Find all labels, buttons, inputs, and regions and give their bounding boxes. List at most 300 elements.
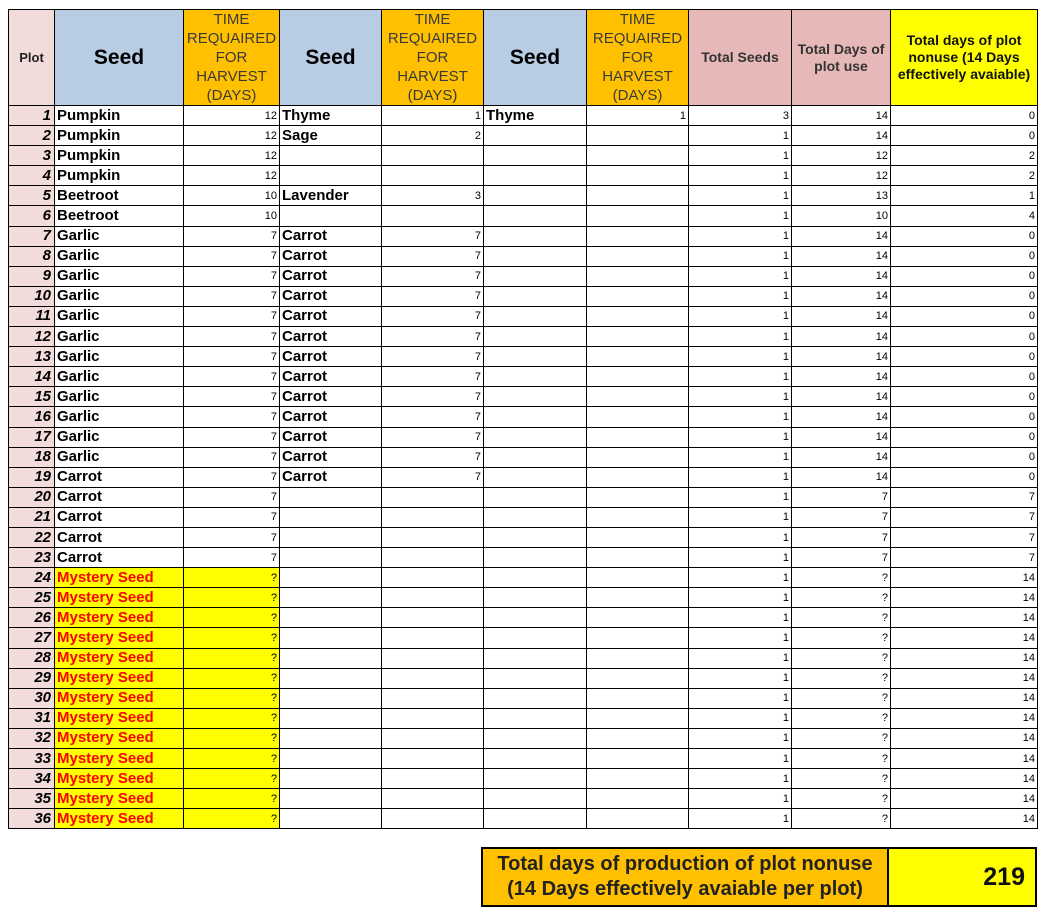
plot-number-cell[interactable]: 18 — [9, 447, 55, 467]
total-days-cell[interactable]: ? — [792, 568, 891, 588]
seed-3-cell[interactable]: Thyme — [484, 106, 587, 126]
seed-3-cell[interactable] — [484, 648, 587, 668]
seed-2-cell[interactable]: Carrot — [280, 266, 382, 286]
seed-3-cell[interactable] — [484, 206, 587, 226]
time-1-cell[interactable]: ? — [184, 588, 280, 608]
total-days-cell[interactable]: ? — [792, 608, 891, 628]
total-days-cell[interactable]: ? — [792, 648, 891, 668]
time-1-cell[interactable]: 7 — [184, 266, 280, 286]
plot-number-cell[interactable]: 20 — [9, 487, 55, 507]
total-days-cell[interactable]: 14 — [792, 266, 891, 286]
seed-1-cell[interactable]: Garlic — [55, 447, 184, 467]
seed-1-cell[interactable]: Garlic — [55, 246, 184, 266]
seed-2-cell[interactable] — [280, 728, 382, 748]
nonuse-days-cell[interactable]: 0 — [891, 286, 1038, 306]
time-2-cell[interactable]: 2 — [382, 126, 484, 146]
seed-2-cell[interactable]: Carrot — [280, 407, 382, 427]
total-days-cell[interactable]: 14 — [792, 347, 891, 367]
nonuse-days-cell[interactable]: 7 — [891, 548, 1038, 568]
time-1-cell[interactable]: ? — [184, 628, 280, 648]
nonuse-days-cell[interactable]: 4 — [891, 206, 1038, 226]
time-3-cell[interactable] — [587, 708, 689, 728]
plot-number-cell[interactable]: 32 — [9, 728, 55, 748]
time-1-cell[interactable]: 7 — [184, 327, 280, 347]
seed-3-cell[interactable] — [484, 789, 587, 809]
plot-number-cell[interactable]: 30 — [9, 688, 55, 708]
seed-1-cell[interactable]: Carrot — [55, 527, 184, 547]
seed-2-cell[interactable]: Carrot — [280, 447, 382, 467]
seed-1-cell[interactable]: Garlic — [55, 226, 184, 246]
total-seeds-cell[interactable]: 1 — [689, 708, 792, 728]
seed-1-cell[interactable]: Mystery Seed — [55, 668, 184, 688]
total-days-cell[interactable]: 14 — [792, 306, 891, 326]
total-days-cell[interactable]: 10 — [792, 206, 891, 226]
time-3-cell[interactable] — [587, 769, 689, 789]
time-3-cell[interactable] — [587, 266, 689, 286]
plot-number-cell[interactable]: 25 — [9, 588, 55, 608]
seed-3-cell[interactable] — [484, 286, 587, 306]
time-1-cell[interactable]: ? — [184, 648, 280, 668]
seed-2-cell[interactable] — [280, 507, 382, 527]
seed-1-cell[interactable]: Mystery Seed — [55, 789, 184, 809]
time-3-cell[interactable] — [587, 668, 689, 688]
time-3-cell[interactable] — [587, 186, 689, 206]
plot-number-cell[interactable]: 35 — [9, 789, 55, 809]
nonuse-days-cell[interactable]: 14 — [891, 809, 1038, 829]
nonuse-days-cell[interactable]: 14 — [891, 608, 1038, 628]
total-seeds-cell[interactable]: 1 — [689, 648, 792, 668]
time-1-cell[interactable]: 7 — [184, 387, 280, 407]
time-1-cell[interactable]: 12 — [184, 146, 280, 166]
time-2-cell[interactable]: 7 — [382, 286, 484, 306]
seed-2-cell[interactable] — [280, 527, 382, 547]
nonuse-days-cell[interactable]: 0 — [891, 367, 1038, 387]
nonuse-days-cell[interactable]: 14 — [891, 568, 1038, 588]
seed-3-cell[interactable] — [484, 266, 587, 286]
seed-2-cell[interactable]: Carrot — [280, 347, 382, 367]
time-3-cell[interactable] — [587, 568, 689, 588]
total-seeds-cell[interactable]: 1 — [689, 306, 792, 326]
time-2-cell[interactable] — [382, 628, 484, 648]
plot-number-cell[interactable]: 28 — [9, 648, 55, 668]
total-days-cell[interactable]: ? — [792, 809, 891, 829]
time-3-cell[interactable] — [587, 789, 689, 809]
total-seeds-cell[interactable]: 1 — [689, 809, 792, 829]
seed-1-cell[interactable]: Garlic — [55, 387, 184, 407]
total-seeds-cell[interactable]: 1 — [689, 628, 792, 648]
seed-3-cell[interactable] — [484, 568, 587, 588]
plot-number-cell[interactable]: 22 — [9, 527, 55, 547]
total-days-cell[interactable]: 7 — [792, 487, 891, 507]
seed-3-cell[interactable] — [484, 146, 587, 166]
time-2-cell[interactable]: 3 — [382, 186, 484, 206]
total-days-cell[interactable]: 14 — [792, 327, 891, 347]
seed-3-cell[interactable] — [484, 427, 587, 447]
time-1-cell[interactable]: ? — [184, 668, 280, 688]
seed-1-cell[interactable]: Pumpkin — [55, 126, 184, 146]
time-3-cell[interactable] — [587, 487, 689, 507]
total-days-cell[interactable]: 7 — [792, 548, 891, 568]
total-seeds-cell[interactable]: 1 — [689, 769, 792, 789]
time-3-cell[interactable] — [587, 347, 689, 367]
time-1-cell[interactable]: 7 — [184, 467, 280, 487]
time-3-cell[interactable] — [587, 548, 689, 568]
time-2-cell[interactable] — [382, 749, 484, 769]
time-1-cell[interactable]: 12 — [184, 166, 280, 186]
total-seeds-cell[interactable]: 1 — [689, 266, 792, 286]
nonuse-days-cell[interactable]: 14 — [891, 789, 1038, 809]
time-1-cell[interactable]: 7 — [184, 507, 280, 527]
time-3-cell[interactable] — [587, 367, 689, 387]
time-3-cell[interactable] — [587, 447, 689, 467]
plot-number-cell[interactable]: 7 — [9, 226, 55, 246]
total-seeds-cell[interactable]: 1 — [689, 146, 792, 166]
total-days-cell[interactable]: ? — [792, 708, 891, 728]
time-2-cell[interactable] — [382, 206, 484, 226]
time-2-cell[interactable] — [382, 809, 484, 829]
seed-3-cell[interactable] — [484, 327, 587, 347]
total-days-cell[interactable]: 14 — [792, 106, 891, 126]
time-2-cell[interactable] — [382, 146, 484, 166]
nonuse-days-cell[interactable]: 0 — [891, 226, 1038, 246]
seed-3-cell[interactable] — [484, 447, 587, 467]
time-3-cell[interactable] — [587, 427, 689, 447]
plot-number-cell[interactable]: 11 — [9, 306, 55, 326]
time-1-cell[interactable]: ? — [184, 688, 280, 708]
time-1-cell[interactable]: 12 — [184, 106, 280, 126]
seed-2-cell[interactable]: Carrot — [280, 226, 382, 246]
total-days-cell[interactable]: 14 — [792, 447, 891, 467]
seed-1-cell[interactable]: Mystery Seed — [55, 809, 184, 829]
total-days-cell[interactable]: 7 — [792, 507, 891, 527]
time-2-cell[interactable] — [382, 608, 484, 628]
seed-1-cell[interactable]: Garlic — [55, 367, 184, 387]
time-1-cell[interactable]: 7 — [184, 487, 280, 507]
nonuse-days-cell[interactable]: 0 — [891, 246, 1038, 266]
time-3-cell[interactable] — [587, 387, 689, 407]
total-seeds-cell[interactable]: 1 — [689, 588, 792, 608]
nonuse-days-cell[interactable]: 0 — [891, 387, 1038, 407]
nonuse-days-cell[interactable]: 14 — [891, 688, 1038, 708]
seed-1-cell[interactable]: Mystery Seed — [55, 708, 184, 728]
plot-number-cell[interactable]: 36 — [9, 809, 55, 829]
total-days-cell[interactable]: 13 — [792, 186, 891, 206]
time-2-cell[interactable]: 7 — [382, 246, 484, 266]
seed-3-cell[interactable] — [484, 387, 587, 407]
time-1-cell[interactable]: 7 — [184, 427, 280, 447]
total-days-cell[interactable]: ? — [792, 749, 891, 769]
seed-3-cell[interactable] — [484, 527, 587, 547]
seed-3-cell[interactable] — [484, 809, 587, 829]
total-seeds-cell[interactable]: 1 — [689, 568, 792, 588]
time-1-cell[interactable]: 7 — [184, 367, 280, 387]
seed-3-cell[interactable] — [484, 186, 587, 206]
seed-1-cell[interactable]: Mystery Seed — [55, 628, 184, 648]
time-2-cell[interactable] — [382, 648, 484, 668]
plot-number-cell[interactable]: 10 — [9, 286, 55, 306]
total-seeds-cell[interactable]: 1 — [689, 749, 792, 769]
time-1-cell[interactable]: ? — [184, 749, 280, 769]
nonuse-days-cell[interactable]: 14 — [891, 648, 1038, 668]
total-days-cell[interactable]: 14 — [792, 467, 891, 487]
total-days-cell[interactable]: 7 — [792, 527, 891, 547]
total-seeds-cell[interactable]: 1 — [689, 367, 792, 387]
time-2-cell[interactable] — [382, 548, 484, 568]
nonuse-days-cell[interactable]: 7 — [891, 507, 1038, 527]
seed-3-cell[interactable] — [484, 407, 587, 427]
total-days-cell[interactable]: 14 — [792, 367, 891, 387]
seed-2-cell[interactable] — [280, 668, 382, 688]
seed-3-cell[interactable] — [484, 668, 587, 688]
total-days-cell[interactable]: ? — [792, 668, 891, 688]
nonuse-days-cell[interactable]: 2 — [891, 166, 1038, 186]
time-2-cell[interactable] — [382, 166, 484, 186]
seed-2-cell[interactable]: Carrot — [280, 427, 382, 447]
seed-2-cell[interactable] — [280, 146, 382, 166]
seed-2-cell[interactable] — [280, 789, 382, 809]
seed-1-cell[interactable]: Garlic — [55, 407, 184, 427]
plot-number-cell[interactable]: 29 — [9, 668, 55, 688]
total-seeds-cell[interactable]: 1 — [689, 427, 792, 447]
plot-number-cell[interactable]: 31 — [9, 708, 55, 728]
nonuse-days-cell[interactable]: 14 — [891, 588, 1038, 608]
seed-3-cell[interactable] — [484, 246, 587, 266]
plot-number-cell[interactable]: 6 — [9, 206, 55, 226]
seed-3-cell[interactable] — [484, 628, 587, 648]
time-3-cell[interactable] — [587, 306, 689, 326]
plot-number-cell[interactable]: 33 — [9, 749, 55, 769]
time-1-cell[interactable]: ? — [184, 568, 280, 588]
time-2-cell[interactable] — [382, 568, 484, 588]
time-2-cell[interactable] — [382, 789, 484, 809]
total-seeds-cell[interactable]: 1 — [689, 608, 792, 628]
time-2-cell[interactable]: 7 — [382, 266, 484, 286]
nonuse-days-cell[interactable]: 0 — [891, 327, 1038, 347]
nonuse-days-cell[interactable]: 0 — [891, 427, 1038, 447]
time-3-cell[interactable] — [587, 507, 689, 527]
seed-3-cell[interactable] — [484, 728, 587, 748]
seed-2-cell[interactable] — [280, 206, 382, 226]
time-1-cell[interactable]: ? — [184, 809, 280, 829]
total-seeds-cell[interactable]: 1 — [689, 186, 792, 206]
seed-1-cell[interactable]: Garlic — [55, 427, 184, 447]
total-seeds-cell[interactable]: 1 — [689, 407, 792, 427]
seed-1-cell[interactable]: Pumpkin — [55, 146, 184, 166]
seed-2-cell[interactable]: Carrot — [280, 327, 382, 347]
time-3-cell[interactable] — [587, 146, 689, 166]
seed-3-cell[interactable] — [484, 688, 587, 708]
total-days-cell[interactable]: ? — [792, 769, 891, 789]
seed-2-cell[interactable] — [280, 769, 382, 789]
plot-number-cell[interactable]: 12 — [9, 327, 55, 347]
total-seeds-cell[interactable]: 1 — [689, 286, 792, 306]
total-days-cell[interactable]: ? — [792, 728, 891, 748]
seed-2-cell[interactable] — [280, 588, 382, 608]
plot-number-cell[interactable]: 4 — [9, 166, 55, 186]
seed-2-cell[interactable]: Carrot — [280, 306, 382, 326]
seed-2-cell[interactable] — [280, 648, 382, 668]
time-2-cell[interactable]: 7 — [382, 226, 484, 246]
seed-1-cell[interactable]: Carrot — [55, 548, 184, 568]
seed-3-cell[interactable] — [484, 588, 587, 608]
total-days-cell[interactable]: ? — [792, 789, 891, 809]
seed-1-cell[interactable]: Mystery Seed — [55, 749, 184, 769]
total-seeds-cell[interactable]: 1 — [689, 548, 792, 568]
time-3-cell[interactable] — [587, 648, 689, 668]
seed-2-cell[interactable] — [280, 166, 382, 186]
time-2-cell[interactable] — [382, 708, 484, 728]
seed-3-cell[interactable] — [484, 347, 587, 367]
time-1-cell[interactable]: ? — [184, 608, 280, 628]
time-1-cell[interactable]: ? — [184, 728, 280, 748]
seed-1-cell[interactable]: Carrot — [55, 467, 184, 487]
nonuse-days-cell[interactable]: 0 — [891, 126, 1038, 146]
nonuse-days-cell[interactable]: 0 — [891, 407, 1038, 427]
seed-3-cell[interactable] — [484, 487, 587, 507]
total-seeds-cell[interactable]: 1 — [689, 126, 792, 146]
nonuse-days-cell[interactable]: 14 — [891, 728, 1038, 748]
total-days-cell[interactable]: ? — [792, 588, 891, 608]
seed-2-cell[interactable]: Carrot — [280, 387, 382, 407]
seed-3-cell[interactable] — [484, 126, 587, 146]
plot-number-cell[interactable]: 23 — [9, 548, 55, 568]
nonuse-days-cell[interactable]: 0 — [891, 306, 1038, 326]
nonuse-days-cell[interactable]: 0 — [891, 447, 1038, 467]
total-seeds-cell[interactable]: 1 — [689, 668, 792, 688]
seed-1-cell[interactable]: Mystery Seed — [55, 648, 184, 668]
seed-2-cell[interactable]: Thyme — [280, 106, 382, 126]
plot-number-cell[interactable]: 14 — [9, 367, 55, 387]
time-1-cell[interactable]: 7 — [184, 226, 280, 246]
time-1-cell[interactable]: 7 — [184, 407, 280, 427]
seed-2-cell[interactable] — [280, 568, 382, 588]
plot-number-cell[interactable]: 3 — [9, 146, 55, 166]
seed-3-cell[interactable] — [484, 367, 587, 387]
nonuse-days-cell[interactable]: 0 — [891, 467, 1038, 487]
total-days-cell[interactable]: ? — [792, 628, 891, 648]
seed-2-cell[interactable]: Lavender — [280, 186, 382, 206]
seed-1-cell[interactable]: Pumpkin — [55, 166, 184, 186]
seed-1-cell[interactable]: Mystery Seed — [55, 608, 184, 628]
time-2-cell[interactable] — [382, 507, 484, 527]
time-2-cell[interactable] — [382, 487, 484, 507]
time-1-cell[interactable]: ? — [184, 789, 280, 809]
time-3-cell[interactable] — [587, 206, 689, 226]
time-2-cell[interactable] — [382, 588, 484, 608]
time-2-cell[interactable] — [382, 527, 484, 547]
plot-number-cell[interactable]: 13 — [9, 347, 55, 367]
plot-number-cell[interactable]: 34 — [9, 769, 55, 789]
seed-3-cell[interactable] — [484, 507, 587, 527]
seed-1-cell[interactable]: Beetroot — [55, 206, 184, 226]
time-3-cell[interactable] — [587, 728, 689, 748]
time-3-cell[interactable] — [587, 126, 689, 146]
seed-2-cell[interactable] — [280, 487, 382, 507]
time-3-cell[interactable] — [587, 809, 689, 829]
total-days-cell[interactable]: 14 — [792, 387, 891, 407]
total-days-cell[interactable]: 12 — [792, 146, 891, 166]
total-seeds-cell[interactable]: 1 — [689, 447, 792, 467]
seed-1-cell[interactable]: Mystery Seed — [55, 588, 184, 608]
time-1-cell[interactable]: 7 — [184, 246, 280, 266]
seed-2-cell[interactable] — [280, 688, 382, 708]
time-3-cell[interactable] — [587, 749, 689, 769]
time-1-cell[interactable]: 7 — [184, 286, 280, 306]
total-seeds-cell[interactable]: 1 — [689, 347, 792, 367]
time-3-cell[interactable] — [587, 628, 689, 648]
time-3-cell[interactable] — [587, 608, 689, 628]
seed-3-cell[interactable] — [484, 467, 587, 487]
total-seeds-cell[interactable]: 1 — [689, 387, 792, 407]
time-2-cell[interactable] — [382, 668, 484, 688]
time-2-cell[interactable]: 1 — [382, 106, 484, 126]
seed-2-cell[interactable]: Carrot — [280, 286, 382, 306]
time-2-cell[interactable]: 7 — [382, 467, 484, 487]
nonuse-days-cell[interactable]: 14 — [891, 668, 1038, 688]
seed-3-cell[interactable] — [484, 166, 587, 186]
nonuse-days-cell[interactable]: 14 — [891, 769, 1038, 789]
plot-number-cell[interactable]: 5 — [9, 186, 55, 206]
nonuse-days-cell[interactable]: 0 — [891, 347, 1038, 367]
seed-3-cell[interactable] — [484, 226, 587, 246]
seed-1-cell[interactable]: Beetroot — [55, 186, 184, 206]
seed-1-cell[interactable]: Mystery Seed — [55, 769, 184, 789]
plot-number-cell[interactable]: 1 — [9, 106, 55, 126]
total-days-cell[interactable]: ? — [792, 688, 891, 708]
total-seeds-cell[interactable]: 1 — [689, 327, 792, 347]
total-days-cell[interactable]: 14 — [792, 427, 891, 447]
seed-1-cell[interactable]: Garlic — [55, 347, 184, 367]
nonuse-days-cell[interactable]: 0 — [891, 106, 1038, 126]
time-3-cell[interactable] — [587, 327, 689, 347]
time-1-cell[interactable]: 7 — [184, 548, 280, 568]
nonuse-days-cell[interactable]: 14 — [891, 708, 1038, 728]
seed-3-cell[interactable] — [484, 708, 587, 728]
plot-number-cell[interactable]: 17 — [9, 427, 55, 447]
seed-1-cell[interactable]: Mystery Seed — [55, 568, 184, 588]
time-1-cell[interactable]: ? — [184, 708, 280, 728]
time-1-cell[interactable]: 12 — [184, 126, 280, 146]
time-2-cell[interactable]: 7 — [382, 306, 484, 326]
total-seeds-cell[interactable]: 1 — [689, 467, 792, 487]
time-3-cell[interactable] — [587, 688, 689, 708]
plot-number-cell[interactable]: 2 — [9, 126, 55, 146]
time-2-cell[interactable] — [382, 728, 484, 748]
seed-1-cell[interactable]: Mystery Seed — [55, 728, 184, 748]
total-seeds-cell[interactable]: 3 — [689, 106, 792, 126]
total-days-cell[interactable]: 14 — [792, 126, 891, 146]
nonuse-days-cell[interactable]: 7 — [891, 527, 1038, 547]
total-days-cell[interactable]: 14 — [792, 407, 891, 427]
total-days-cell[interactable]: 14 — [792, 286, 891, 306]
seed-2-cell[interactable] — [280, 809, 382, 829]
seed-1-cell[interactable]: Garlic — [55, 306, 184, 326]
seed-2-cell[interactable]: Carrot — [280, 367, 382, 387]
total-seeds-cell[interactable]: 1 — [689, 507, 792, 527]
time-1-cell[interactable]: 7 — [184, 527, 280, 547]
plot-number-cell[interactable]: 15 — [9, 387, 55, 407]
time-1-cell[interactable]: 10 — [184, 206, 280, 226]
total-seeds-cell[interactable]: 1 — [689, 789, 792, 809]
plot-number-cell[interactable]: 8 — [9, 246, 55, 266]
seed-3-cell[interactable] — [484, 769, 587, 789]
seed-2-cell[interactable]: Carrot — [280, 467, 382, 487]
time-3-cell[interactable] — [587, 527, 689, 547]
seed-3-cell[interactable] — [484, 749, 587, 769]
plot-number-cell[interactable]: 9 — [9, 266, 55, 286]
seed-2-cell[interactable] — [280, 749, 382, 769]
time-3-cell[interactable]: 1 — [587, 106, 689, 126]
